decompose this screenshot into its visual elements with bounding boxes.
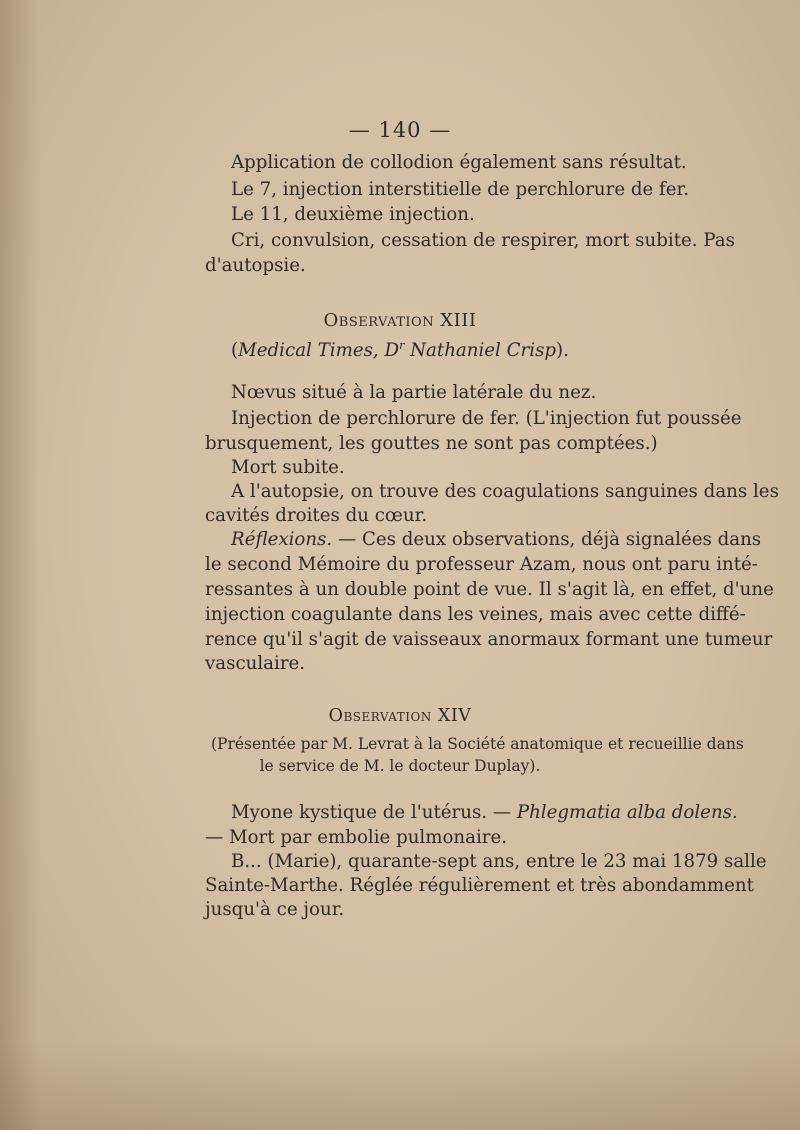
text-line: Cri, convulsion, cessation de respirer, mort subite. Pas [231,230,735,251]
text-line: Application de collodion également sans résultat. [231,152,687,173]
text-line: d'autopsie. [205,255,306,276]
observation-xiv-title: Observation XIV [328,706,472,726]
text-line: rence qu'il s'agit de vaisseaux anormaux formant une tumeur [205,629,773,650]
source-paren-close: ). [556,340,569,362]
text-line: injection coagulante dans les veines, mais avec cette diffé- [205,604,746,625]
text-line: B... (Marie), quarante-sept ans, entre le 23 mai 1879 salle [231,851,767,872]
observation-xiv-note: (Présentée par M. Levrat à la Société anatomique et recueillie dans [211,735,744,753]
diagnosis-text: Myone kystique de l'utérus. — [231,802,517,823]
text-line: Le 7, injection interstitielle de perchlorure de fer. [231,179,690,200]
source-author: Nathaniel Crisp [404,340,557,362]
reflexions-label: Réflexions. [231,529,333,550]
diagnosis-latin: Phlegmatia alba dolens. [516,802,738,823]
text-line [231,802,738,823]
text-line: Injection de perchlorure de fer. (L'injection fut poussée [231,408,742,429]
page-number: — 140 — [348,118,452,142]
text-line: Nœvus situé à la partie latérale du nez. [231,382,597,403]
text-line: — Mort par embolie pulmonaire. [205,827,508,848]
text-line: Sainte-Marthe. Réglée régulièrement et très abondamment [205,875,754,896]
page-edge-shadow-bottom [0,1040,800,1130]
text-line: brusquement, les gouttes ne sont pas comptées.) [205,433,658,454]
text-line: A l'autopsie, on trouve des coagulations sanguines dans les [231,481,779,502]
text-line: ressantes à un double point de vue. Il s'agit là, en effet, d'une [205,579,774,600]
observation-xiii-source [0,340,800,360]
text-line: Mort subite. [231,457,345,478]
source-superscript: r [399,339,405,352]
text-line: vasculaire. [205,653,306,674]
observation-xiii-title: Observation XIII [323,310,477,331]
text-line: le second Mémoire du professeur Azam, nous ont paru inté- [205,554,758,575]
page-edge-shadow-left [0,0,40,1130]
source-journal: Medical Times, D [238,340,400,362]
source-paren-open: ( [231,340,239,362]
observation-xiv-note: le service de M. le docteur Duplay). [259,757,541,775]
text-line [231,529,762,550]
text-line: Le 11, deuxième injection. [231,204,475,225]
text-line: cavités droites du cœur. [205,505,428,526]
reflexions-text: — Ces deux observations, déjà signalées dans [332,529,762,550]
text-line: jusqu'à ce jour. [205,899,345,920]
